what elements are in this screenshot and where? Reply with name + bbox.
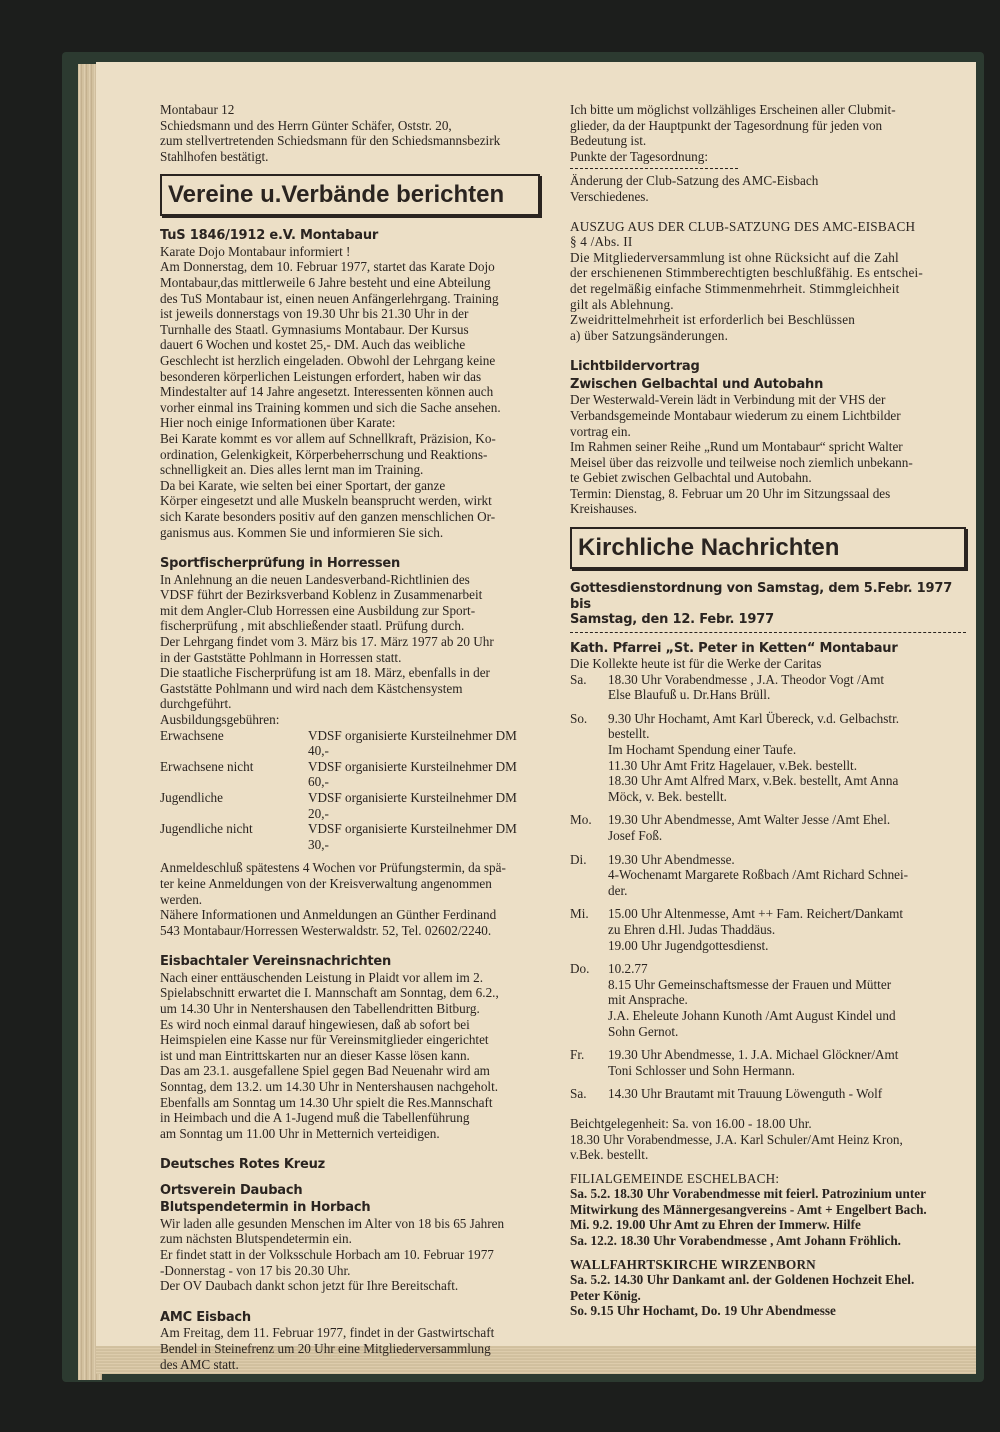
amc-body: Am Freitag, dem 11. Februar 1977, findet in der Gastwirtschaft Bendel in Steinefrenz um 20 Uhr eine Mitgliederversammlung des AMC statt. xyxy=(160,1325,495,1372)
gottesdienst-heading: Gottesdienstordnung von Samstag, dem 5.Febr. 1977 bis Samstag, den 12. Febr. 1977 xyxy=(570,581,953,628)
fee-group: Jugendliche nicht xyxy=(160,821,253,837)
kath-heading: Kath. Pfarrei „St. Peter in Ketten“ Montabaur xyxy=(570,640,898,656)
day-text: 19.30 Uhr Abendmesse. 4-Wochenamt Margarete Roßbach /Amt Richard Schnei- der. xyxy=(608,851,909,898)
amc-heading: AMC Eisbach xyxy=(160,1309,251,1325)
day-text: 19.30 Uhr Abendmesse, 1. J.A. Michael Glöckner/Amt Toni Schlosser und Sohn Hermann. xyxy=(608,1047,899,1078)
sport-heading: Sportfischerprüfung in Horressen xyxy=(160,556,401,572)
schedule-list xyxy=(570,672,966,1102)
satzung-auszug: AUSZUG AUS DER CLUB-SATZUNG DES AMC-EISBACH § 4 /Abs. II Die Mitgliederversammlung ist ohne Rücksicht auf die Zahl der erschienenen Stimmberechtigten beschlußfähig. Es entschei- det regelmäßig einfache Stimmenmehrheit. Stimmgleichheit gilt als Ablehnung. Zweidrittelmehrheit ist erforderlich bei Beschlüssen a) über Satzungsänderungen. xyxy=(570,218,923,343)
schedule-row xyxy=(570,1086,966,1102)
schedule-row xyxy=(570,672,966,703)
filial-heading: FILIALGEMEINDE ESCHELBACH: xyxy=(570,1170,780,1186)
kirchliche-banner: Kirchliche Nachrichten xyxy=(570,527,966,569)
day-label: Sa. xyxy=(570,1086,587,1102)
drk-body: Wir laden alle gesunden Menschen im Alter von 18 bis 65 Jahren zum nächsten Blutspendetermin ein. Er findet statt in der Volksschule Horbach am 10. Februar 1977 -Donnerstag - von 17 bis 20.30 Uhr. Der OV Daubach dankt schon jetzt für Ihre Bereitschaft. xyxy=(160,1215,505,1294)
day-text: 18.30 Uhr Vorabendmesse , J.A. Theodor Vogt /Amt Else Blaufuß u. Dr.Hans Brüll. xyxy=(608,671,885,703)
fee-group: Erwachsene nicht xyxy=(160,758,254,774)
drk-subheading: Ortsverein Daubach xyxy=(160,1182,303,1198)
fee-group: Jugendliche xyxy=(160,789,223,805)
schedule-row xyxy=(570,1047,966,1078)
fee-group: Erwachsene xyxy=(160,727,224,743)
vereine-banner: Vereine u.Verbände berichten xyxy=(160,174,540,216)
schedule-row xyxy=(570,852,966,899)
fee-row xyxy=(160,728,540,759)
kollekte-text: Die Kollekte heute ist für die Werke der Caritas xyxy=(570,656,822,672)
fee-value: VDSF organisierte Kursteilnehmer DM 60,- xyxy=(308,758,517,790)
newspaper-page xyxy=(96,62,976,1372)
fee-row xyxy=(160,790,540,821)
fee-row xyxy=(160,821,540,852)
beicht-text: Beichtgelegenheit: Sa. von 16.00 - 18.00 Uhr. 18.30 Uhr Vorabendmesse, J.A. Karl Schuler/Amt Heinz Kron, v.Bek. bestellt. xyxy=(570,1115,903,1163)
fee-row xyxy=(160,759,540,790)
schedule-row xyxy=(570,711,966,805)
tus-body: Karate Dojo Montabaur informiert ! Am Donnerstag, dem 10. Februar 1977, startet das Karate Dojo Montabaur,das mittlerweile 6 Jahre besteht und eine Abteilung des TuS Montabaur ist, einen neuen Anfängerlehrgang. Training ist jeweils donnerstags von 19.30 Uhr bis 21.30 Uhr in der Turnhalle des Staatl. Gymnasiums Montabaur. Der Kursus dauert 6 Wochen und kostet 25,- DM. Auch das weibliche Geschlecht ist herzlich eingeladen. Obwohl der Lehrgang keine besonderen körperlichen Leistungen erfordert, haben wir das Mindestalter auf 14 Jahre angesetzt. Interessenten können auch vorher einmal ins Training kommen und sich die Sache ansehen. Hier noch einige Informationen über Karate: Bei Karate kommt es vor allem auf Schnellkraft, Präzision, Ko- ordination, Gelenkigkeit, Körperbeherrschung und Reaktions- schnelligkeit an. Dies alles lernt man im Training. Da bei Karate, wie selten bei einer Sportart, der ganze Körper eingesetzt und alle Muskeln beansprucht werden, wirkt sich Karate besonders positiv auf den ganzen menschlichen Or- ganismus aus. Kommen Sie und informieren Sie sich. xyxy=(160,243,501,540)
day-label: Do. xyxy=(570,961,590,977)
fee-value: VDSF organisierte Kursteilnehmer DM 20,- xyxy=(308,789,517,821)
intro-text: Montabaur 12 Schiedsmann und des Herrn Günter Schäfer, Oststr. 20, zum stellvertretenden Schiedsmann für den Schiedsmannsbezirk Stahlhofen bestätigt. xyxy=(160,102,501,164)
eis-body: Nach einer enttäuschenden Leistung in Plaidt vor allem im 2. Spielabschnitt erwartet die I. Mannschaft am Sonntag, dem 6.2., um 14.30 Uhr in Nentershausen den Tabellendritten Bitburg. Es wird noch einmal darauf hingewiesen, daß ab sofort bei Heimspielen eine Kasse nur für Vereinsmitglieder eingerichtet ist und man Eintrittskarten nur an dieser Kasse lösen kann. Das am 23.1. ausgefallene Spiel gegen Bad Neuenahr wird am Sonntag, dem 13.2. um 14.30 Uhr in Nentershausen nachgeholt. Ebenfalls am Sonntag um 14.30 Uhr spielt die Res.Mannschaft in Heimbach und die A 1-Jugend muß die Tabellenführung am Sonntag um 11.00 Uhr in Metternich verteidigen. xyxy=(160,969,499,1141)
day-label: Di. xyxy=(570,851,587,867)
left-column xyxy=(160,102,540,1372)
day-label: Mi. xyxy=(570,906,589,922)
day-text: 10.2.77 8.15 Uhr Gemeinschaftsmesse der Frauen und Mütter mit Ansprache. J.A. Eheleute Johann Kunoth /Amt August Kindel und Sohn Gernot. xyxy=(608,961,896,1039)
wall-heading: WALLFAHRTSKIRCHE WIRZENBORN xyxy=(570,1256,816,1272)
day-label: Fr. xyxy=(570,1047,585,1063)
amc-intro: Ich bitte um möglichst vollzähliges Erscheinen aller Clubmit- glieder, da der Hauptpunkt der Tagesordnung für jeden von Bedeutung ist. Punkte der Tagesordnung: xyxy=(570,102,896,164)
day-label: So. xyxy=(570,710,588,726)
day-label: Sa. xyxy=(570,671,587,687)
fee-value: VDSF organisierte Kursteilnehmer DM 30,- xyxy=(308,821,517,852)
schedule-row xyxy=(570,906,966,953)
fee-table xyxy=(160,728,540,853)
day-text: 9.30 Uhr Hochamt, Amt Karl Übereck, v.d. Gelbachstr. bestellt. Im Hochamt Spendung einer Taufe. 11.30 Uhr Amt Fritz Hagelauer, v.Bek. bestellt. 18.30 Uhr Amt Alfred Marx, v.Bek. bestellt, Amt Anna Möck, v. Bek. bestellt. xyxy=(608,710,900,804)
right-column xyxy=(570,102,966,1319)
schedule-row xyxy=(570,961,966,1039)
sport-body: In Anlehnung an die neuen Landesverband-Richtlinien des VDSF führt der Bezirksverband Koblenz in Zusammenarbeit mit dem Angler-Club Horressen eine Ausbildung zur Sport- fischerprüfung , mit abschließender staatl. Prüfung durch. Der Lehrgang findet vom 3. März bis 17. März 1977 ab 20 Uhr in der Gaststätte Pohlmann in Horressen statt. Die staatliche Fischerprüfung ist am 18. März, ebenfalls in der Gaststätte Pohlmann und wird nach dem Kästchensystem durchgeführt. Ausbildungsgebühren: xyxy=(160,571,494,727)
day-text: 14.30 Uhr Brautamt mit Trauung Löwenguth - Wolf xyxy=(608,1086,883,1102)
divider xyxy=(570,632,966,633)
filial-body: Sa. 5.2. 18.30 Uhr Vorabendmesse mit feierl. Patrozinium unter Mitwirkung des Männergesangvereins - Amt + Engelbert Bach. Mi. 9.2. 19.00 Uhr Amt zu Ehren der Immerw. Hilfe Sa. 12.2. 18.30 Uhr Vorabendmesse , Amt Johann Fröhlich. xyxy=(570,1186,927,1249)
sport-body-2: Anmeldeschluß spätestens 4 Wochen vor Prüfungstermin, da spä- ter keine Anmeldungen von der Kreisverwaltung angenommen werden. Nähere Informationen und Anmeldungen an Günther Ferdinand 543 Montabaur/Horressen Westerwaldstr. 52, Tel. 02602/2240. xyxy=(160,860,506,938)
schedule-row xyxy=(570,812,966,843)
licht-heading: Lichtbildervortrag xyxy=(570,359,700,375)
day-text: 15.00 Uhr Altenmesse, Amt ++ Fam. Reichert/Dankamt zu Ehren d.Hl. Judas Thaddäus. 19.00 Uhr Jugendgottesdienst. xyxy=(608,906,904,953)
drk-subheading-2: Blutspendetermin in Horbach xyxy=(160,1200,371,1216)
eis-heading: Eisbachtaler Vereinsnachrichten xyxy=(160,954,392,970)
tus-heading: TuS 1846/1912 e.V. Montabaur xyxy=(160,228,379,244)
licht-subheading: Zwischen Gelbachtal und Autobahn xyxy=(570,376,824,392)
day-text: 19.30 Uhr Abendmesse, Amt Walter Jesse /Amt Ehel. Josef Foß. xyxy=(608,812,891,843)
amc-agenda: Änderung der Club-Satzung des AMC-Eisbach Verschiedenes. xyxy=(570,173,819,204)
agenda-rule xyxy=(570,168,738,169)
fee-value: VDSF organisierte Kursteilnehmer DM 40,- xyxy=(308,727,517,759)
wall-body: Sa. 5.2. 14.30 Uhr Dankamt anl. der Goldenen Hochzeit Ehel. Peter König. So. 9.15 Uhr Hochamt, Do. 19 Uhr Abendmesse xyxy=(570,1272,915,1319)
day-label: Mo. xyxy=(570,812,592,828)
licht-body: Der Westerwald-Verein lädt in Verbindung mit der VHS der Verbandsgemeinde Montabaur wiederum zu einem Lichtbilder vortrag ein. Im Rahmen seiner Reihe „Rund um Montabaur“ spricht Walter Meisel über das reizvolle und teilweise noch ziemlich unbekann- te Gebiet zwischen Gelbachtal und Autobahn. Termin: Dienstag, 8. Februar um 20 Uhr im Sitzungssaal des Kreishauses. xyxy=(570,392,913,517)
drk-heading: Deutsches Rotes Kreuz xyxy=(160,1157,326,1173)
